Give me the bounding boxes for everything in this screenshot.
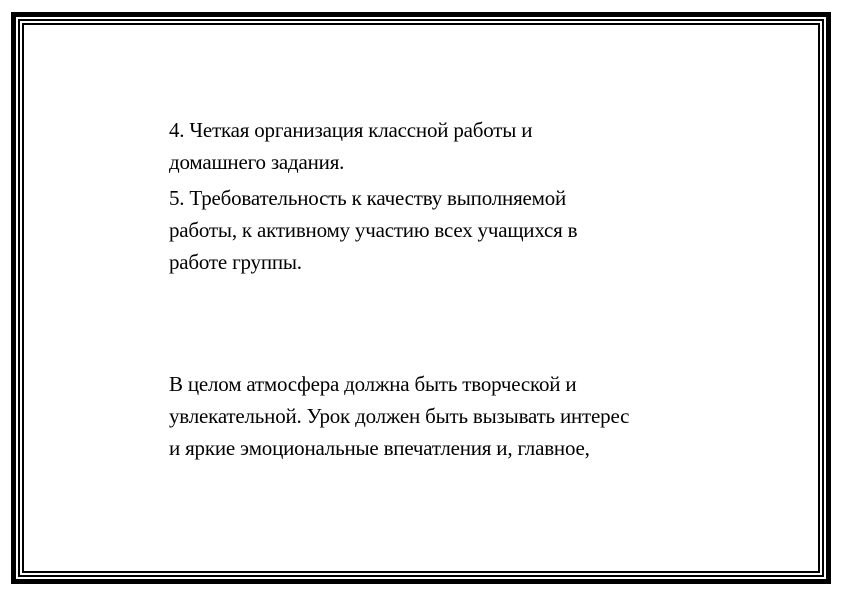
requirement-item-4: 4. Четкая организация классной работы и домашнего задания.: [169, 118, 533, 174]
requirement-item-5: 5. Требовательность к качеству выполняемой работы, к активному участию всех учащихся в работе группы.: [169, 186, 578, 274]
summary-paragraph: В целом атмосфера должна быть творческой и увлекательной. Урок должен быть вызывать интерес и яркие эмоциональные впечатления и, главное,: [169, 372, 630, 460]
summary-text: [169, 368, 729, 464]
requirements-list: [169, 114, 729, 278]
page-border-inner: [22, 23, 820, 573]
